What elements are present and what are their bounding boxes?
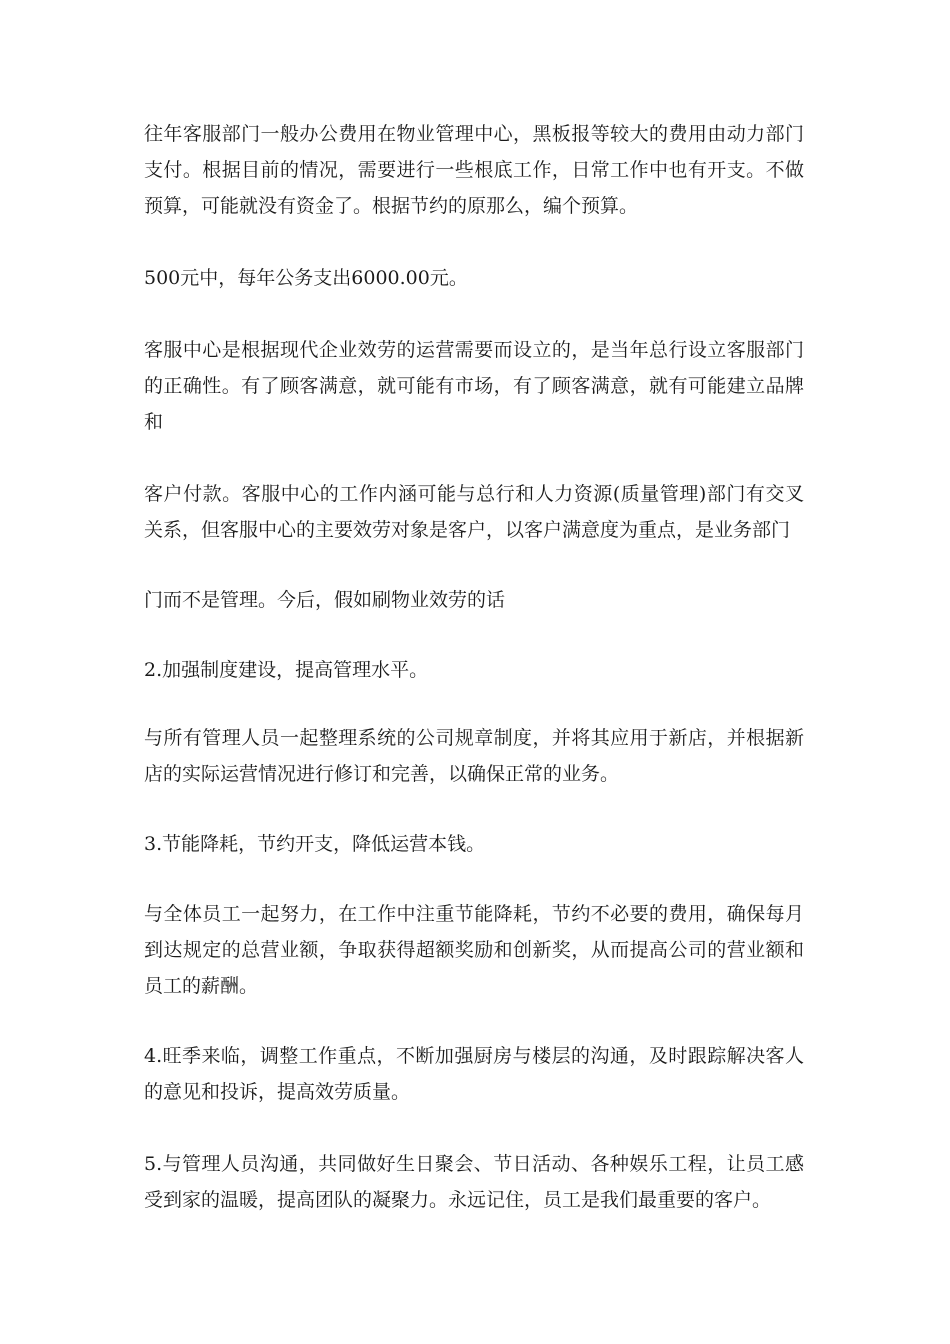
paragraph-office-expenses: 往年客服部门一般办公费用在物业管理中心，黑板报等较大的费用由动力部门支付。根据目前的情况，需要进行一些根底工作，日常工作中也有开支。不做预算，可能就没有资金了。根据节约的原那么，编个预算。 — [144, 123, 804, 217]
heading-item-3: 3.节能降耗，节约开支，降低运营本钱。 — [144, 833, 486, 855]
heading-item-5: 5.与管理人员沟通，共同做好生日聚会、节日活动、各种娱乐工程，让员工感受到家的温暖，提高团队的凝聚力。永远记住，员工是我们最重要的客户。 — [144, 1153, 804, 1211]
paragraph-energy-saving: 与全体员工一起努力，在工作中注重节能降耗，节约不必要的费用，确保每月到达规定的总营业额，争取获得超额奖励和创新奖，从而提高公司的营业额和员工的薪酬。 — [144, 903, 804, 997]
paragraph-customer-payment: 客户付款。客服中心的工作内涵可能与总行和人力资源(质量管理)部门有交叉关系，但客服中心的主要效劳对象是客户，以客户满意度为重点，是业务部门 — [144, 483, 804, 541]
paragraph-not-management: 门而不是管理。今后，假如刷物业效劳的话 — [144, 589, 506, 611]
heading-item-2: 2.加强制度建设，提高管理水平。 — [144, 659, 429, 681]
heading-item-4: 4.旺季来临，调整工作重点，不断加强厨房与楼层的沟通，及时跟踪解决客人的意见和投诉，提高效劳质量。 — [144, 1045, 804, 1103]
paragraph-rules-and-regulations: 与所有管理人员一起整理系统的公司规章制度，并将其应用于新店，并根据新店的实际运营情况进行修订和完善，以确保正常的业务。 — [144, 727, 804, 785]
paragraph-service-center-purpose: 客服中心是根据现代企业效劳的运营需要而设立的，是当年总行设立客服部门的正确性。有了顾客满意，就可能有市场，有了顾客满意，就有可能建立品牌和 — [144, 339, 804, 433]
paragraph-budget-amount: 500元中，每年公务支出6000.00元。 — [144, 267, 468, 289]
